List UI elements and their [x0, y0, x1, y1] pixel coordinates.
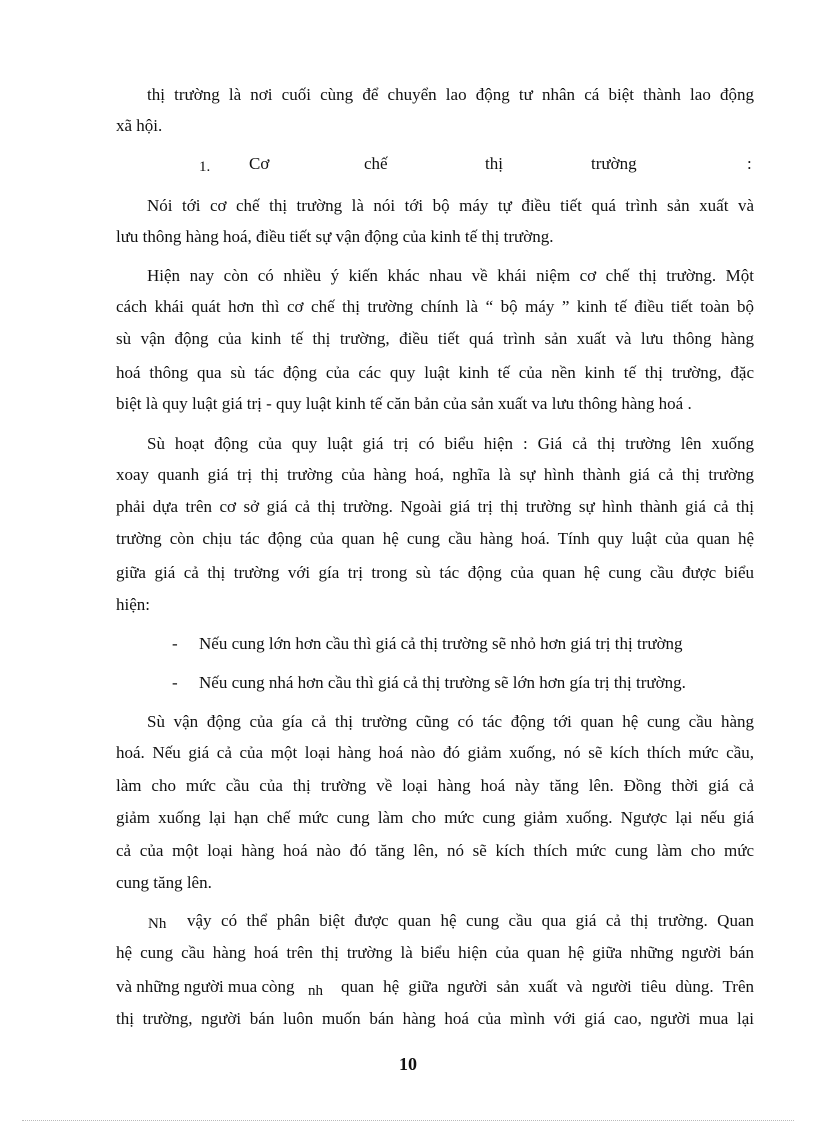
text-line: hoá. Nếu giá cả của một loại hàng hoá nào đó giảm xuống, nó sẽ kích thích mức cầu,: [116, 743, 754, 762]
bullet-text: Nếu cung nhá hơn cầu thì giá cả thị trường sẽ lớn hơn gía trị thị trường.: [199, 673, 686, 692]
heading-word: Cơ: [249, 154, 270, 173]
text-line: Sù hoạt động của quy luật giá trị có biểu hiện : Giá cả thị trường lên xuống: [147, 434, 754, 453]
text-line: thị trường, người bán luôn muốn bán hàng hoá của mình với giá cao, người mua lại: [116, 1009, 754, 1028]
text-line: cung tăng lên.: [116, 873, 212, 892]
text-line: thị trường là nơi cuối cùng để chuyển lao động tư nhân cá biệt thành lao động: [147, 85, 754, 104]
text-line: phải dựa trên cơ sở giá cả thị trường. Ngoài giá trị thị trường sự hình thành giá cả thị: [116, 497, 754, 516]
footer-divider: [22, 1120, 794, 1121]
text-line: trường còn chịu tác động của quan hệ cung cầu hàng hoá. Tính quy luật của quan hệ: [116, 529, 754, 548]
text-line: giảm xuống lại hạn chế mức cung làm cho mức cung giảm xuống. Ngược lại nếu giá: [116, 808, 754, 827]
text-line: và những người mua còng: [116, 977, 295, 996]
heading-word: :: [747, 154, 752, 173]
text-line: hệ cung cầu hàng hoá trên thị trường là biểu hiện của quan hệ giữa những người bán: [116, 943, 754, 962]
text-line: vậy có thể phân biệt được quan hệ cung cầu qua giá cả thị trường. Quan: [187, 911, 754, 930]
text-line: giữa giá cả thị trường với gía trị trong sù tác động của quan hệ cung cầu được biểu: [116, 563, 754, 582]
text-line: Nói tới cơ chế thị trường là nói tới bộ máy tự điều tiết quá trình sản xuất và: [147, 196, 754, 215]
text-fragment: nh: [308, 983, 323, 999]
text-line: xã hội.: [116, 116, 163, 135]
text-fragment: Nh: [148, 916, 167, 932]
text-line: Sù vận động của gía cả thị trường cũng có tác động tới quan hệ cung cầu hàng: [147, 712, 754, 731]
bullet-dash: -: [172, 673, 178, 692]
bullet-item: [172, 672, 686, 694]
text-line: lưu thông hàng hoá, điều tiết sự vận động của kinh tế thị trường.: [116, 227, 554, 246]
text-line: làm cho mức cầu của thị trường về loại hàng hoá này tăng lên. Đồng thời giá cả: [116, 776, 754, 795]
text-line: biệt là quy luật giá trị - quy luật kinh tế căn bản của sản xuất va lưu thông hàng hoá .: [116, 394, 692, 413]
heading-word: chế: [364, 154, 388, 173]
text-line: cả của một loại hàng hoá nào đó tăng lên, nó sẽ kích thích mức cung làm cho mức: [116, 841, 754, 860]
bullet-item: [172, 633, 683, 655]
bullet-dash: -: [172, 634, 178, 653]
heading-word: thị: [485, 154, 503, 173]
heading-number: 1.: [199, 159, 211, 175]
text-line: quan hệ giữa người sản xuất và người tiêu dùng. Trên: [341, 977, 754, 996]
text-line: hoá thông qua sù tác động của các quy luật kinh tế của nền kinh tế thị trường, đặc: [116, 363, 754, 382]
text-line: sù vận động của kinh tế thị trường, điều tiết quá trình sản xuất và lưu thông hàng: [116, 329, 754, 348]
page-number: 10: [399, 1054, 417, 1074]
text-line: cách khái quát hơn thì cơ chế thị trường chính là “ bộ máy ” kinh tế điều tiết toàn bộ: [116, 297, 754, 316]
text-line: Hiện nay còn có nhiều ý kiến khác nhau về khái niệm cơ chế thị trường. Một: [147, 266, 754, 285]
heading-word: trường: [591, 154, 637, 173]
text-line: hiện:: [116, 595, 150, 614]
section-heading: [199, 154, 754, 176]
text-line: xoay quanh giá trị thị trường của hàng hoá, nghĩa là sự hình thành giá cả thị trường: [116, 465, 754, 484]
bullet-text: Nếu cung lớn hơn cầu thì giá cả thị trường sẽ nhỏ hơn giá trị thị trường: [199, 634, 683, 653]
